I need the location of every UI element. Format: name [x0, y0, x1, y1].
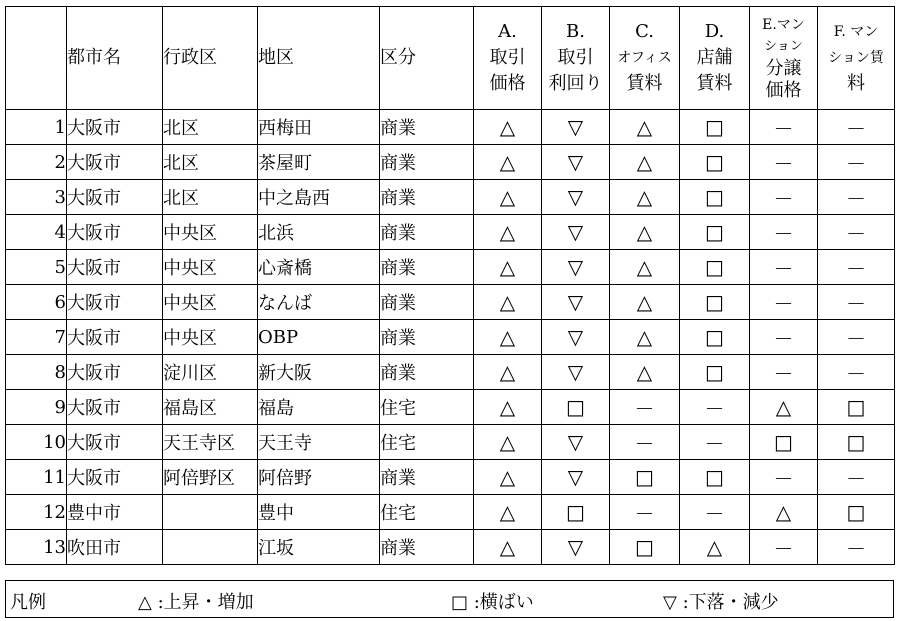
trend-f-cell — [818, 215, 895, 250]
trend-symbol: □ — [846, 430, 866, 454]
trend-d-cell — [680, 320, 750, 355]
city-cell: 大阪市 — [67, 460, 163, 495]
trend-symbol: － — [773, 256, 794, 281]
trend-symbol: － — [773, 186, 794, 211]
city-cell: 大阪市 — [67, 390, 163, 425]
city-cell: 吹田市 — [67, 530, 163, 565]
trend-symbol: － — [846, 151, 866, 176]
trend-f-cell — [818, 250, 895, 285]
category-cell: 住宅 — [380, 495, 474, 530]
trend-e-cell — [750, 285, 818, 320]
trend-c-cell — [610, 390, 680, 425]
trend-symbol: － — [846, 466, 866, 491]
trend-symbol: ▽ — [567, 255, 584, 279]
trend-b-cell — [542, 285, 610, 320]
header-category: 区分 — [380, 7, 474, 110]
header-col-f-line: ション賃 — [828, 50, 884, 66]
row-number: 12 — [6, 495, 67, 530]
district-cell: 天王寺 — [258, 425, 380, 460]
city-cell: 大阪市 — [67, 355, 163, 390]
trend-symbol: □ — [705, 360, 724, 384]
trend-b-cell — [542, 145, 610, 180]
trend-symbol: △ — [499, 360, 516, 384]
category-cell: 商業 — [380, 285, 474, 320]
district-cell: 北浜 — [258, 215, 380, 250]
trend-symbol: □ — [846, 395, 866, 419]
row-number: 2 — [6, 145, 67, 180]
trend-b-cell — [542, 250, 610, 285]
trend-f-cell — [818, 285, 895, 320]
trend-b-cell — [542, 355, 610, 390]
header-col-c-line: オフィス — [617, 50, 672, 66]
city-cell: 大阪市 — [67, 320, 163, 355]
row-number: 7 — [6, 320, 67, 355]
trend-e-cell — [750, 320, 818, 355]
trend-symbol: － — [704, 501, 725, 526]
header-ward: 行政区 — [163, 7, 258, 110]
category-cell: 住宅 — [380, 390, 474, 425]
trend-symbol: △ — [636, 360, 653, 384]
district-cell: 茶屋町 — [258, 145, 380, 180]
header-col-e-line: ション — [764, 39, 803, 54]
trend-symbol: □ — [705, 185, 724, 209]
trend-symbol: △ — [775, 395, 792, 419]
category-cell: 商業 — [380, 215, 474, 250]
trend-symbol: △ — [499, 430, 516, 454]
trend-symbol: □ — [705, 115, 724, 139]
trend-b-cell — [542, 180, 610, 215]
legend-flat: □ :横ばい — [451, 592, 534, 613]
trend-symbol: ▽ — [567, 465, 584, 489]
trend-e-cell — [750, 215, 818, 250]
trend-d-cell — [680, 215, 750, 250]
trend-symbol: － — [773, 536, 794, 561]
trend-c-cell — [610, 180, 680, 215]
city-cell: 大阪市 — [67, 425, 163, 460]
trend-b-cell — [542, 495, 610, 530]
ward-cell: 天王寺区 — [163, 425, 258, 460]
ward-cell: 北区 — [163, 110, 258, 145]
table-row — [6, 495, 895, 530]
row-number: 11 — [6, 460, 67, 495]
trend-symbol: △ — [499, 255, 516, 279]
legend-label: 凡例 — [10, 592, 46, 613]
trend-symbol: △ — [636, 255, 653, 279]
trend-symbol: ▽ — [567, 220, 584, 244]
trend-a-cell — [474, 530, 542, 565]
header-col-b-line: 利回り — [548, 73, 603, 94]
row-number: 1 — [6, 110, 67, 145]
trend-c-cell — [610, 285, 680, 320]
trend-symbol: － — [634, 431, 655, 456]
trend-d-cell — [680, 425, 750, 460]
trend-symbol: △ — [499, 535, 516, 559]
trend-e-cell — [750, 390, 818, 425]
table-row — [6, 250, 895, 285]
ward-cell: 中央区 — [163, 285, 258, 320]
trend-f-cell — [818, 495, 895, 530]
table-row — [6, 110, 895, 145]
trend-b-cell — [542, 530, 610, 565]
trend-b-cell — [542, 215, 610, 250]
district-cell: なんば — [258, 285, 380, 320]
trend-d-cell — [680, 110, 750, 145]
row-number: 9 — [6, 390, 67, 425]
land-price-trend-table — [5, 6, 895, 565]
trend-symbol: △ — [499, 465, 516, 489]
trend-symbol: △ — [636, 325, 653, 349]
header-col-a-line: 取引 — [489, 47, 526, 68]
category-cell: 商業 — [380, 320, 474, 355]
table-row — [6, 390, 895, 425]
category-cell: 商業 — [380, 530, 474, 565]
header-col-b — [542, 7, 610, 110]
trend-a-cell — [474, 285, 542, 320]
city-cell: 豊中市 — [67, 495, 163, 530]
trend-symbol: ▽ — [567, 360, 584, 384]
trend-a-cell — [474, 250, 542, 285]
trend-symbol: － — [773, 151, 794, 176]
trend-symbol: □ — [705, 220, 724, 244]
table-row — [6, 355, 895, 390]
row-number: 5 — [6, 250, 67, 285]
header-col-a-line: A. — [498, 21, 517, 42]
category-cell: 商業 — [380, 355, 474, 390]
trend-a-cell — [474, 320, 542, 355]
trend-symbol: △ — [706, 535, 723, 559]
ward-cell: 中央区 — [163, 250, 258, 285]
trend-f-cell — [818, 390, 895, 425]
table-row — [6, 285, 895, 320]
trend-c-cell — [610, 530, 680, 565]
trend-symbol: △ — [775, 500, 792, 524]
trend-symbol: － — [846, 116, 866, 141]
trend-symbol: ▽ — [567, 535, 584, 559]
trend-f-cell — [818, 355, 895, 390]
trend-d-cell — [680, 250, 750, 285]
trend-symbol: － — [773, 221, 794, 246]
header-col-e-line: E.マン — [762, 17, 805, 33]
trend-symbol: □ — [566, 500, 585, 524]
table-body — [6, 110, 895, 565]
header-num — [6, 7, 67, 110]
trend-symbol: □ — [705, 255, 724, 279]
ward-cell — [163, 530, 258, 565]
trend-symbol: □ — [566, 395, 585, 419]
header-col-d — [680, 7, 750, 110]
table-row — [6, 215, 895, 250]
category-cell: 商業 — [380, 180, 474, 215]
trend-c-cell — [610, 320, 680, 355]
header-col-c — [610, 7, 680, 110]
table-row — [6, 460, 895, 495]
trend-symbol: △ — [636, 290, 653, 314]
trend-symbol: － — [773, 466, 794, 491]
category-cell: 商業 — [380, 145, 474, 180]
header-col-f — [818, 7, 895, 110]
trend-symbol: △ — [636, 150, 653, 174]
trend-c-cell — [610, 215, 680, 250]
header-col-c-line: C. — [635, 21, 654, 42]
row-number: 3 — [6, 180, 67, 215]
trend-symbol: － — [846, 291, 866, 316]
header-col-b-line: B. — [566, 21, 585, 42]
legend-down: ▽ :下落・減少 — [663, 592, 779, 613]
city-cell: 大阪市 — [67, 145, 163, 180]
ward-cell: 北区 — [163, 180, 258, 215]
trend-symbol: ▽ — [567, 150, 584, 174]
table-row — [6, 320, 895, 355]
trend-d-cell — [680, 530, 750, 565]
trend-e-cell — [750, 425, 818, 460]
table-row — [6, 425, 895, 460]
header-col-d-line: D. — [704, 21, 725, 42]
row-number: 8 — [6, 355, 67, 390]
trend-symbol: □ — [774, 430, 793, 454]
trend-e-cell — [750, 355, 818, 390]
ward-cell: 中央区 — [163, 320, 258, 355]
trend-symbol: △ — [499, 150, 516, 174]
trend-symbol: － — [704, 396, 725, 421]
trend-b-cell — [542, 320, 610, 355]
trend-c-cell — [610, 110, 680, 145]
trend-d-cell — [680, 495, 750, 530]
ward-cell — [163, 495, 258, 530]
trend-c-cell — [610, 145, 680, 180]
trend-b-cell — [542, 460, 610, 495]
ward-cell: 福島区 — [163, 390, 258, 425]
row-number: 10 — [6, 425, 67, 460]
ward-cell: 淀川区 — [163, 355, 258, 390]
trend-symbol: △ — [499, 500, 516, 524]
table-row — [6, 530, 895, 565]
trend-symbol: － — [773, 291, 794, 316]
trend-symbol: □ — [705, 290, 724, 314]
district-cell: 江坂 — [258, 530, 380, 565]
trend-e-cell — [750, 110, 818, 145]
trend-symbol: △ — [499, 395, 516, 419]
city-cell: 大阪市 — [67, 285, 163, 320]
legend-up: △ :上昇・増加 — [138, 592, 254, 613]
trend-a-cell — [474, 390, 542, 425]
trend-e-cell — [750, 145, 818, 180]
ward-cell: 中央区 — [163, 215, 258, 250]
trend-symbol: － — [634, 501, 655, 526]
trend-symbol: ▽ — [567, 325, 584, 349]
table-row — [6, 180, 895, 215]
row-number: 6 — [6, 285, 67, 320]
trend-d-cell — [680, 145, 750, 180]
header-row — [6, 7, 895, 110]
header-col-e — [750, 7, 818, 110]
trend-symbol: － — [846, 326, 866, 351]
trend-f-cell — [818, 145, 895, 180]
district-cell: 阿倍野 — [258, 460, 380, 495]
trend-c-cell — [610, 425, 680, 460]
header-col-a — [474, 7, 542, 110]
trend-d-cell — [680, 390, 750, 425]
trend-symbol: △ — [636, 115, 653, 139]
district-cell: 西梅田 — [258, 110, 380, 145]
trend-symbol: □ — [846, 500, 866, 524]
district-cell: OBP — [258, 320, 380, 355]
district-cell: 新大阪 — [258, 355, 380, 390]
trend-symbol: △ — [636, 185, 653, 209]
trend-symbol: － — [773, 326, 794, 351]
trend-a-cell — [474, 215, 542, 250]
city-cell: 大阪市 — [67, 250, 163, 285]
header-col-b-line: 取引 — [557, 47, 594, 68]
header-col-f-line: 料 — [847, 73, 865, 94]
trend-c-cell — [610, 250, 680, 285]
trend-a-cell — [474, 145, 542, 180]
trend-c-cell — [610, 460, 680, 495]
district-cell: 豊中 — [258, 495, 380, 530]
trend-symbol: △ — [499, 220, 516, 244]
legend-box — [5, 580, 894, 618]
trend-d-cell — [680, 355, 750, 390]
category-cell: 商業 — [380, 110, 474, 145]
row-number: 4 — [6, 215, 67, 250]
trend-symbol: △ — [499, 290, 516, 314]
category-cell: 商業 — [380, 250, 474, 285]
header-col-a-line: 価格 — [489, 73, 526, 94]
trend-b-cell — [542, 425, 610, 460]
header-col-e-line: 価格 — [765, 80, 802, 101]
trend-symbol: － — [846, 221, 866, 246]
trend-symbol: □ — [635, 535, 654, 559]
trend-f-cell — [818, 530, 895, 565]
trend-symbol: － — [773, 361, 794, 386]
trend-symbol: △ — [499, 185, 516, 209]
trend-symbol: － — [704, 431, 725, 456]
trend-symbol: ▽ — [567, 430, 584, 454]
header-city: 都市名 — [67, 7, 163, 110]
category-cell: 商業 — [380, 460, 474, 495]
trend-symbol: △ — [636, 220, 653, 244]
trend-e-cell — [750, 460, 818, 495]
trend-symbol: ▽ — [567, 115, 584, 139]
header-district: 地区 — [258, 7, 380, 110]
header-col-d-line: 賃料 — [696, 73, 733, 94]
city-cell: 大阪市 — [67, 215, 163, 250]
category-cell: 住宅 — [380, 425, 474, 460]
header-col-d-line: 店舗 — [696, 47, 733, 68]
trend-symbol: ▽ — [567, 185, 584, 209]
trend-b-cell — [542, 390, 610, 425]
trend-symbol: □ — [705, 325, 724, 349]
trend-f-cell — [818, 180, 895, 215]
trend-a-cell — [474, 355, 542, 390]
trend-a-cell — [474, 460, 542, 495]
district-cell: 心斎橋 — [258, 250, 380, 285]
trend-symbol: － — [846, 536, 866, 561]
city-cell: 大阪市 — [67, 180, 163, 215]
header-col-c-line: 賃料 — [626, 73, 663, 94]
trend-symbol: － — [846, 256, 866, 281]
trend-f-cell — [818, 425, 895, 460]
trend-symbol: ▽ — [567, 290, 584, 314]
trend-symbol: － — [846, 361, 866, 386]
ward-cell: 阿倍野区 — [163, 460, 258, 495]
trend-e-cell — [750, 495, 818, 530]
district-cell: 中之島西 — [258, 180, 380, 215]
ward-cell: 北区 — [163, 145, 258, 180]
trend-symbol: □ — [705, 465, 724, 489]
trend-d-cell — [680, 180, 750, 215]
trend-c-cell — [610, 495, 680, 530]
row-number: 13 — [6, 530, 67, 565]
header-col-e-line: 分譲 — [765, 58, 802, 79]
trend-symbol: △ — [499, 115, 516, 139]
trend-a-cell — [474, 110, 542, 145]
trend-symbol: □ — [705, 150, 724, 174]
trend-d-cell — [680, 285, 750, 320]
trend-e-cell — [750, 250, 818, 285]
table-row — [6, 145, 895, 180]
trend-d-cell — [680, 460, 750, 495]
trend-c-cell — [610, 355, 680, 390]
trend-f-cell — [818, 460, 895, 495]
trend-symbol: － — [846, 186, 866, 211]
trend-a-cell — [474, 495, 542, 530]
city-cell: 大阪市 — [67, 110, 163, 145]
trend-symbol: □ — [635, 465, 654, 489]
trend-a-cell — [474, 425, 542, 460]
trend-a-cell — [474, 180, 542, 215]
district-cell: 福島 — [258, 390, 380, 425]
trend-f-cell — [818, 110, 895, 145]
trend-symbol: △ — [499, 325, 516, 349]
trend-b-cell — [542, 110, 610, 145]
trend-f-cell — [818, 320, 895, 355]
trend-e-cell — [750, 180, 818, 215]
trend-e-cell — [750, 530, 818, 565]
header-col-f-line: F. マン — [833, 24, 879, 40]
trend-symbol: － — [773, 116, 794, 141]
trend-symbol: － — [634, 396, 655, 421]
